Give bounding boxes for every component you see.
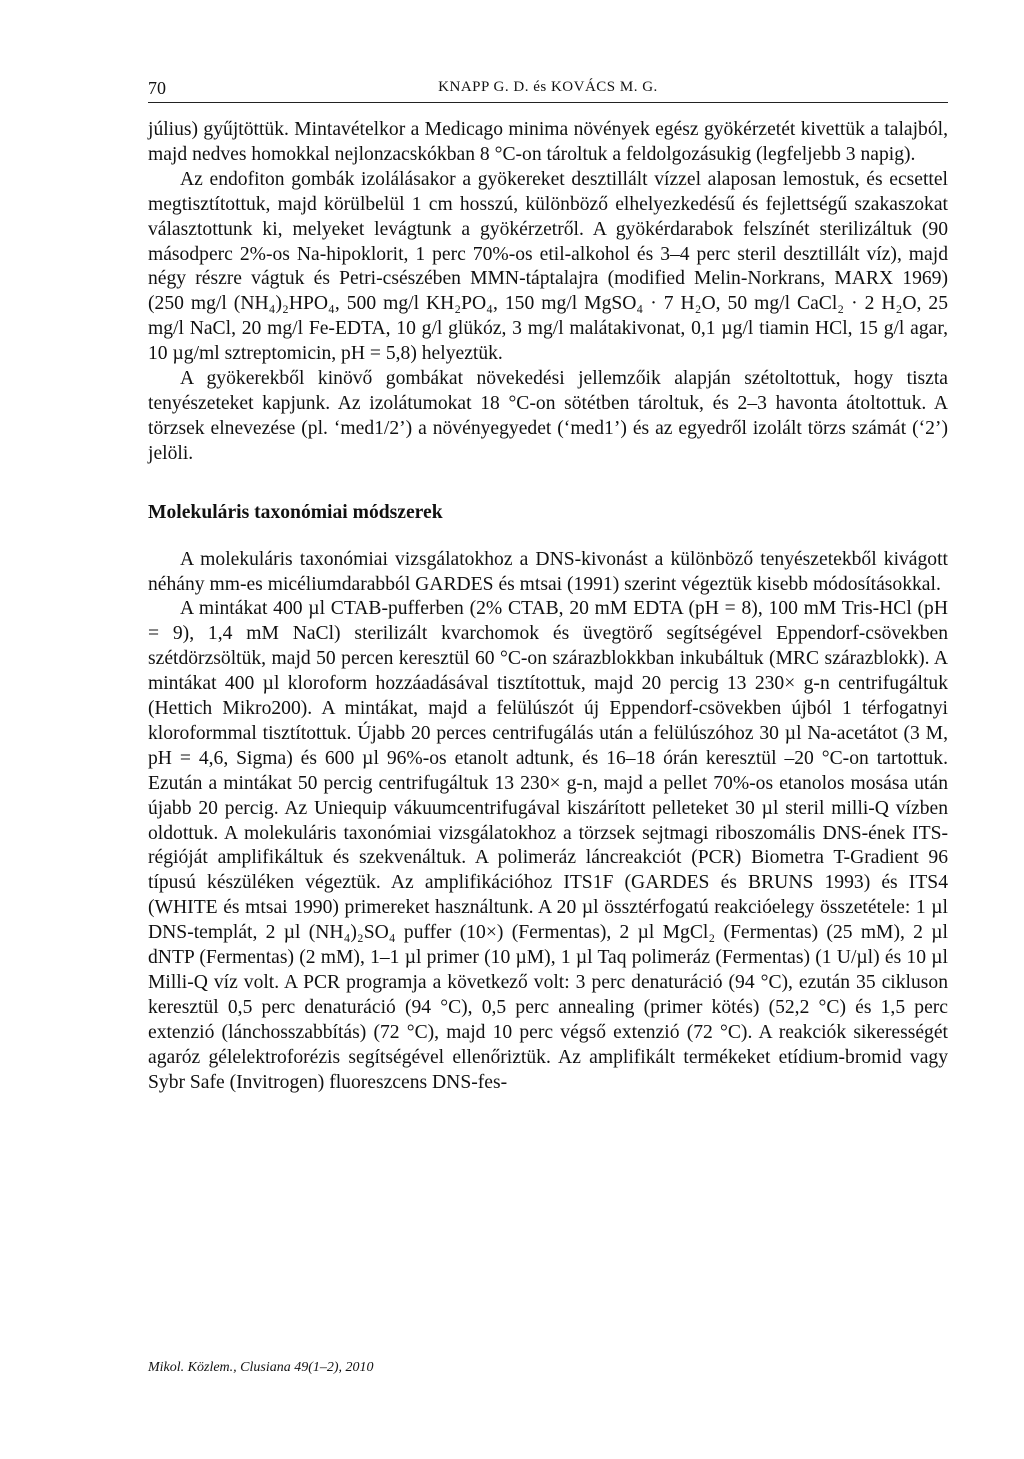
- section-heading: Molekuláris taxonómiai módszerek: [148, 501, 443, 523]
- page-header: [148, 76, 948, 103]
- body-paragraph: Az endofiton gombák izolálásakor a gyökereket desztillált vízzel alaposan lemostuk, és ecsettel megtisztítottuk, majd körülbelül 1 cm hosszú, különböző elhelyezkedésű és fejlettségű szakaszokat választottunk ki, melyeket levágtunk a gyökérzetről. A gyökérdarabok felszínét sterilizáltuk (90 másodperc 2%-os Na-hipoklorit, 1 perc 70%-os etil-alkohol és 3–4 perc steril desztillált víz), majd négy részre vágtuk és Petri-csészében MMN-táptalajra (modified Melin-Norkrans, MARX 1969) (250 mg/l (NH₄)₂HPO₄, 500 mg/l KH₂PO₄, 150 mg/l MgSO₄ · 7 H₂O, 50 mg/l CaCl₂ · 2 H₂O, 25 mg/l NaCl, 20 mg/l Fe-EDTA, 10 g/l glükóz, 3 mg/l malátakivonat, 0,1 µg/l tiamin HCl, 15 g/l agar, 10 µg/ml sztreptomicin, pH = 5,8) helyeztük.: [148, 168, 948, 365]
- article-body: [148, 118, 948, 1096]
- body-paragraph: A molekuláris taxonómiai vizsgálatokhoz a DNS-kivonást a különböző tenyészetekből kivágott néhány mm-es micéliumdarabból GARDES és mtsai (1991) szerint végeztük kisebb módosításokkal.: [148, 548, 948, 595]
- body-paragraph: A mintákat 400 µl CTAB-pufferben (2% CTAB, 20 mM EDTA (pH = 8), 100 mM Tris-HCl (pH = 9), 1,4 mM NaCl) sterilizált kvarchomok és üvegtörő segítségével Eppendorf-csövekben szétdörzsöltük, majd 50 percen keresztül 60 °C-on szárazblokkban inkubáltuk (MRC szárazblokk). A mintákat 400 µl kloroform hozzáadásával tisztítottuk, majd 20 percig 13 230× g-n centrifugáltuk (Hettich Mikro200). A mintákat, majd a felülúszót új Eppendorf-csövekben újból 1 térfogatnyi kloroformmal tisztítottuk. Újabb 20 perces centrifugálás után a felülúszóhoz 30 µl Na-acetátot (3 M, pH = 4,6, Sigma) és 600 µl 96%-os etanolt adtunk, és 16–18 órán keresztül –20 °C-on tartottuk. Ezután a mintákat 50 percig centrifugáltuk 13 230× g-n, majd a pellet 70%-os etanolos mosása után újabb 20 percig. Az Uniequip vákuumcentrifugával kiszárított pelleteket 30 µl steril milli-Q vízben oldottuk. A molekuláris taxonómiai vizsgálatokhoz a törzsek sejtmagi riboszomális DNS-ének ITS-régióját amplifikáltuk és szekvenáltuk. A polimeráz láncreakciót (PCR) Biometra T-Gradient 96 típusú készüléken végeztük. Az amplifikációhoz ITS1F (GARDES és BRUNS 1993) és ITS4 (WHITE és mtsai 1990) primereket használtunk. A 20 µl össztérfogatú reakcióelegy összetétele: 1 µl DNS-templát, 2 µl (NH₄)₂SO₄ puffer (10×) (Fermentas), 2 µl MgCl₂ (Fermentas) (25 mM), 2 µl dNTP (Fermentas) (2 mM), 1–1 µl primer (10 µM), 1 µl Taq polimeráz (Fermentas) (1 U/µl) és 10 µl Milli-Q víz volt. A PCR programja a következő volt: 3 perc denaturáció (94 °C), ezután 35 cikluson keresztül 0,5 perc denaturáció (94 °C), 0,5 perc annealing (primer kötés) (52,2 °C) és 1,5 perc extenzió (lánchosszabbítás) (72 °C), majd 10 perc végső extenzió (72 °C). A reakciók sikerességét agaróz gélelektroforézis segítségével ellenőriztük. Az amplifikált termékeket etídium-bromid vagy Sybr Safe (Invitrogen) fluoreszcens DNS-fes-: [148, 598, 948, 1093]
- body-paragraph: július) gyűjtöttük. Mintavételkor a Medicago minima növények egész gyökérzetét kivettük a talajból, majd nedves homokkal nejlonzacskókban 8 °C-on tároltuk a feldolgozásukig (legfeljebb 3 napig).: [148, 119, 948, 165]
- running-head: KNAPP G. D. és KOVÁCS M. G.: [438, 79, 658, 95]
- body-paragraph: A gyökerekből kinövő gombákat növekedési jellemzőik alapján szétoltottuk, hogy tiszta tenyészeteket kapjunk. Az izolátumokat 18 °C-on sötétben tároltuk, és 2–3 havonta átoltottuk. A törzsek elnevezése (pl. ‘med1/2’) a növényegyedet (‘med1’) és az egyedről izolált törzs számát (‘2’) jelöli.: [148, 368, 948, 464]
- journal-footer: Mikol. Közlem., Clusiana 49(1–2), 2010: [148, 1360, 374, 1375]
- page-number: 70: [148, 78, 166, 98]
